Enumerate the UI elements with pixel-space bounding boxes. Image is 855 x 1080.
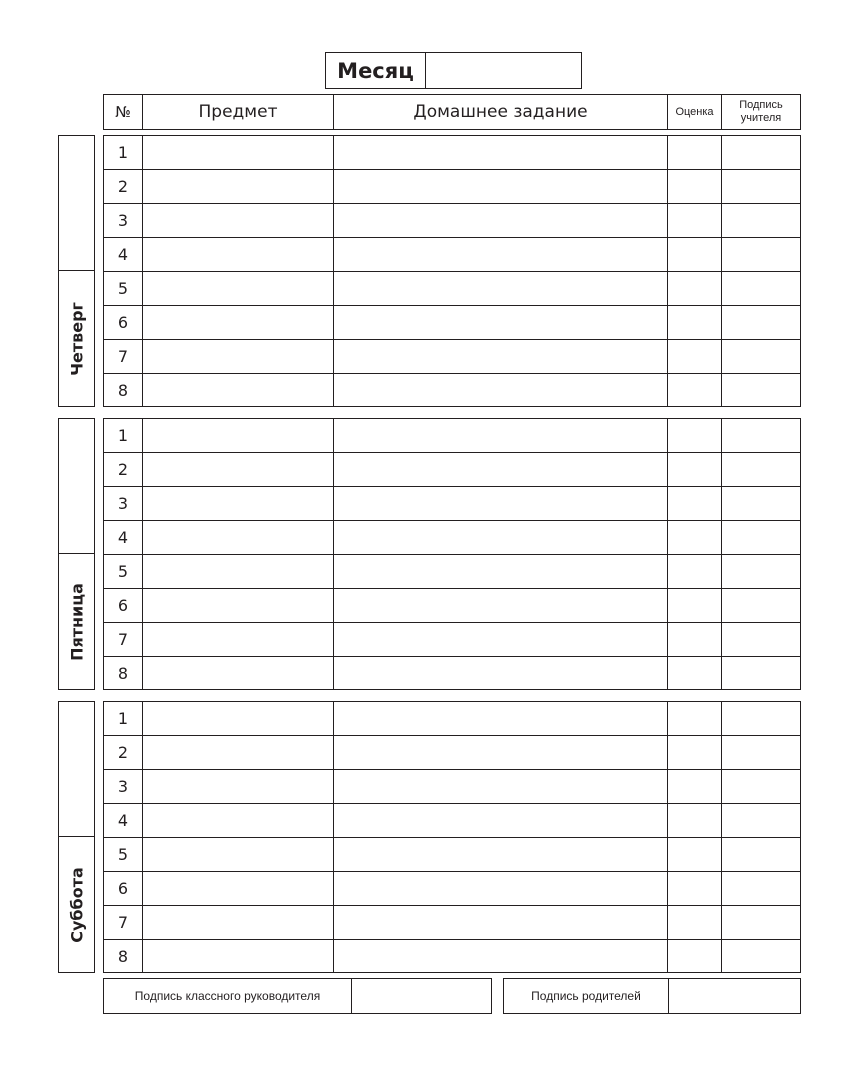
lesson-number: 1: [104, 419, 143, 452]
subject-cell[interactable]: [143, 306, 334, 339]
teacher-signature-cell[interactable]: [722, 736, 800, 769]
day-name: Четверг: [67, 302, 86, 376]
table-row: [104, 906, 800, 940]
grade-cell[interactable]: [668, 272, 722, 305]
lesson-number: 8: [104, 657, 143, 689]
lesson-number: 7: [104, 340, 143, 373]
teacher-signature-cell[interactable]: [722, 419, 800, 452]
homework-cell[interactable]: [334, 521, 668, 554]
grade-cell[interactable]: [668, 838, 722, 871]
grade-cell[interactable]: [668, 487, 722, 520]
grade-cell[interactable]: [668, 419, 722, 452]
subject-cell[interactable]: [143, 804, 334, 837]
table-row: [104, 702, 800, 736]
table-row: [104, 555, 800, 589]
grade-cell[interactable]: [668, 589, 722, 622]
homework-cell[interactable]: [334, 306, 668, 339]
parents-signature-field[interactable]: [669, 979, 800, 1013]
table-row: [104, 521, 800, 555]
day-tab: [58, 701, 95, 973]
grade-cell[interactable]: [668, 204, 722, 237]
teacher-signature-cell[interactable]: [722, 657, 800, 689]
subject-cell[interactable]: [143, 487, 334, 520]
grade-cell[interactable]: [668, 521, 722, 554]
subject-cell[interactable]: [143, 589, 334, 622]
grade-cell[interactable]: [668, 238, 722, 271]
day-lessons-table: [103, 701, 801, 973]
lesson-number: 6: [104, 589, 143, 622]
lesson-number: 7: [104, 906, 143, 939]
table-row: [104, 623, 800, 657]
lesson-number: 3: [104, 204, 143, 237]
homework-cell[interactable]: [334, 238, 668, 271]
class-teacher-signature-label: Подпись классного руководителя: [104, 979, 352, 1013]
day-tab: [58, 135, 95, 407]
day-tab-divider: [59, 553, 94, 554]
teacher-signature-cell[interactable]: [722, 838, 800, 871]
table-row: [104, 487, 800, 521]
teacher-signature-cell[interactable]: [722, 272, 800, 305]
homework-cell[interactable]: [334, 453, 668, 486]
lesson-number: 5: [104, 555, 143, 588]
subject-cell[interactable]: [143, 838, 334, 871]
table-row: [104, 589, 800, 623]
lesson-number: 1: [104, 136, 143, 169]
header-homework: Домашнее задание: [334, 95, 668, 129]
table-header: [103, 94, 801, 130]
grade-cell[interactable]: [668, 940, 722, 972]
homework-cell[interactable]: [334, 804, 668, 837]
subject-cell[interactable]: [143, 238, 334, 271]
grade-cell[interactable]: [668, 872, 722, 905]
grade-cell[interactable]: [668, 804, 722, 837]
table-row: [104, 340, 800, 374]
subject-cell[interactable]: [143, 623, 334, 656]
table-row: [104, 136, 800, 170]
grade-cell[interactable]: [668, 906, 722, 939]
table-row: [104, 453, 800, 487]
teacher-signature-cell[interactable]: [722, 340, 800, 373]
subject-cell[interactable]: [143, 453, 334, 486]
table-row: [104, 238, 800, 272]
table-row: [104, 170, 800, 204]
lesson-number: 8: [104, 940, 143, 972]
subject-cell[interactable]: [143, 340, 334, 373]
teacher-signature-cell[interactable]: [722, 702, 800, 735]
homework-cell[interactable]: [334, 657, 668, 689]
table-row: [104, 770, 800, 804]
month-field[interactable]: [427, 53, 581, 88]
class-teacher-signature-box: [103, 978, 492, 1014]
lesson-number: 6: [104, 872, 143, 905]
table-row: [104, 940, 800, 972]
subject-cell[interactable]: [143, 204, 334, 237]
parents-signature-box: [503, 978, 801, 1014]
teacher-signature-cell[interactable]: [722, 555, 800, 588]
teacher-signature-cell[interactable]: [722, 623, 800, 656]
subject-cell[interactable]: [143, 555, 334, 588]
homework-cell[interactable]: [334, 770, 668, 803]
table-row: [104, 272, 800, 306]
table-row: [104, 419, 800, 453]
teacher-signature-cell[interactable]: [722, 804, 800, 837]
lesson-number: 5: [104, 272, 143, 305]
grade-cell[interactable]: [668, 623, 722, 656]
subject-cell[interactable]: [143, 374, 334, 406]
teacher-signature-cell[interactable]: [722, 453, 800, 486]
grade-cell[interactable]: [668, 170, 722, 203]
homework-cell[interactable]: [334, 589, 668, 622]
subject-cell[interactable]: [143, 940, 334, 972]
lesson-number: 4: [104, 521, 143, 554]
homework-cell[interactable]: [334, 872, 668, 905]
lesson-number: 2: [104, 736, 143, 769]
lesson-number: 5: [104, 838, 143, 871]
homework-cell[interactable]: [334, 838, 668, 871]
header-teacher-signature-line1: Подпись: [739, 99, 783, 111]
subject-cell[interactable]: [143, 521, 334, 554]
day-lessons-table: [103, 135, 801, 407]
lesson-number: 4: [104, 238, 143, 271]
header-teacher-signature: [722, 95, 800, 129]
homework-cell[interactable]: [334, 272, 668, 305]
homework-cell[interactable]: [334, 374, 668, 406]
lesson-number: 6: [104, 306, 143, 339]
header-teacher-signature-line2: учителя: [740, 112, 782, 124]
teacher-signature-cell[interactable]: [722, 872, 800, 905]
teacher-signature-cell[interactable]: [722, 589, 800, 622]
grade-cell[interactable]: [668, 374, 722, 406]
table-row: [104, 657, 800, 689]
lesson-number: 3: [104, 770, 143, 803]
lesson-number: 2: [104, 170, 143, 203]
grade-cell[interactable]: [668, 770, 722, 803]
table-row: [104, 872, 800, 906]
subject-cell[interactable]: [143, 770, 334, 803]
grade-cell[interactable]: [668, 306, 722, 339]
homework-cell[interactable]: [334, 623, 668, 656]
table-row: [104, 374, 800, 406]
teacher-signature-cell[interactable]: [722, 306, 800, 339]
lesson-number: 2: [104, 453, 143, 486]
homework-cell[interactable]: [334, 736, 668, 769]
subject-cell[interactable]: [143, 872, 334, 905]
table-row: [104, 838, 800, 872]
teacher-signature-cell[interactable]: [722, 374, 800, 406]
lesson-number: 1: [104, 702, 143, 735]
month-label: Месяц: [326, 53, 426, 88]
table-row: [104, 204, 800, 238]
subject-cell[interactable]: [143, 657, 334, 689]
day-tab-divider: [59, 270, 94, 271]
teacher-signature-cell[interactable]: [722, 238, 800, 271]
teacher-signature-cell[interactable]: [722, 136, 800, 169]
day-lessons-table: [103, 418, 801, 690]
grade-cell[interactable]: [668, 136, 722, 169]
month-box: [325, 52, 582, 89]
teacher-signature-cell[interactable]: [722, 487, 800, 520]
day-tab: [58, 418, 95, 690]
table-row: [104, 804, 800, 838]
homework-cell[interactable]: [334, 419, 668, 452]
teacher-signature-cell[interactable]: [722, 940, 800, 972]
teacher-signature-cell[interactable]: [722, 906, 800, 939]
subject-cell[interactable]: [143, 702, 334, 735]
grade-cell[interactable]: [668, 453, 722, 486]
lesson-number: 7: [104, 623, 143, 656]
teacher-signature-cell[interactable]: [722, 521, 800, 554]
lesson-number: 4: [104, 804, 143, 837]
homework-cell[interactable]: [334, 340, 668, 373]
day-name: Пятница: [67, 583, 86, 661]
teacher-signature-cell[interactable]: [722, 170, 800, 203]
day-name: Суббота: [67, 867, 86, 943]
teacher-signature-cell[interactable]: [722, 204, 800, 237]
subject-cell[interactable]: [143, 272, 334, 305]
teacher-signature-cell[interactable]: [722, 770, 800, 803]
table-row: [104, 736, 800, 770]
subject-cell[interactable]: [143, 136, 334, 169]
homework-cell[interactable]: [334, 136, 668, 169]
grade-cell[interactable]: [668, 340, 722, 373]
subject-cell[interactable]: [143, 736, 334, 769]
subject-cell[interactable]: [143, 906, 334, 939]
homework-cell[interactable]: [334, 555, 668, 588]
table-row: [104, 306, 800, 340]
subject-cell[interactable]: [143, 419, 334, 452]
grade-cell[interactable]: [668, 555, 722, 588]
homework-cell[interactable]: [334, 204, 668, 237]
header-number: №: [104, 95, 143, 129]
subject-cell[interactable]: [143, 170, 334, 203]
grade-cell[interactable]: [668, 736, 722, 769]
grade-cell[interactable]: [668, 702, 722, 735]
parents-signature-label: Подпись родителей: [504, 979, 669, 1013]
class-teacher-signature-field[interactable]: [352, 979, 491, 1013]
homework-cell[interactable]: [334, 906, 668, 939]
lesson-number: 8: [104, 374, 143, 406]
homework-cell[interactable]: [334, 702, 668, 735]
homework-cell[interactable]: [334, 940, 668, 972]
day-tab-divider: [59, 836, 94, 837]
homework-cell[interactable]: [334, 170, 668, 203]
lesson-number: 3: [104, 487, 143, 520]
grade-cell[interactable]: [668, 657, 722, 689]
header-subject: Предмет: [143, 95, 334, 129]
header-grade: Оценка: [668, 95, 722, 129]
homework-cell[interactable]: [334, 487, 668, 520]
